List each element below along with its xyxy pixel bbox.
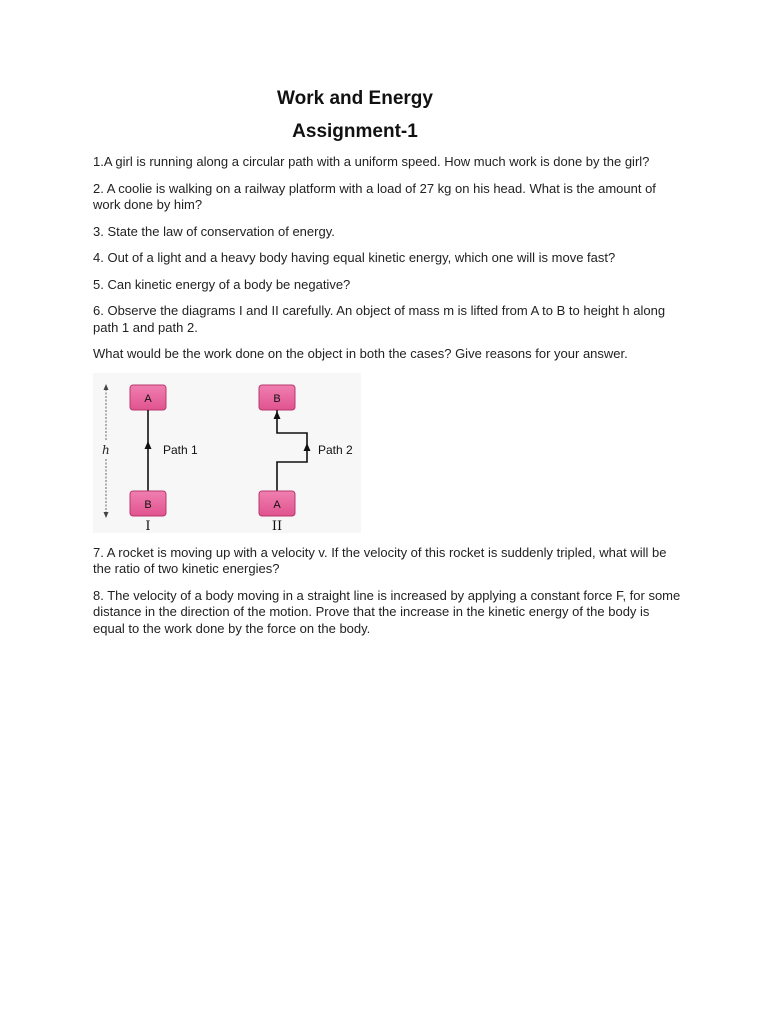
diagram1-bottom-label: B [144, 498, 152, 511]
assignment-subtitle: Assignment-1 [292, 121, 418, 142]
path-diagram-figure [93, 373, 361, 533]
question-4: 4. Out of a light and a heavy body having equal kinetic energy, which one will is move fast? [93, 250, 616, 265]
path-diagram [93, 373, 361, 533]
question-list [93, 154, 683, 647]
height-label: h [102, 442, 110, 457]
question-8: 8. The velocity of a body moving in a straight line is increased by applying a constant force F, for some distance in the direction of the motion. Prove that the increase in the kinetic energy of the body is equal to the work done by the force on the body. [93, 587, 681, 636]
question-6: 6. Observe the diagrams I and II carefully. An object of mass m is lifted from A to B to height h along path 1 and path 2. [93, 303, 666, 335]
diagram1-numeral: I [145, 518, 151, 533]
diagram2-bottom-label: A [273, 498, 281, 511]
diagram2-top-label: B [273, 392, 281, 405]
question-7: 7. A rocket is moving up with a velocity v. If the velocity of this rocket is suddenly tripled, what will be the ratio of two kinetic energies? [93, 544, 667, 576]
question-1: 1.A girl is running along a circular path with a uniform speed. How much work is done by the girl? [93, 154, 650, 169]
path-1-label: Path 1 [163, 442, 198, 457]
question-5: 5. Can kinetic energy of a body be negative? [93, 276, 351, 292]
diagram1-top-label: A [144, 392, 152, 405]
question-3: 3. State the law of conservation of energy. [93, 223, 335, 239]
question-6-followup: What would be the work done on the object in both the cases? Give reasons for your answer. [93, 346, 628, 361]
question-2: 2. A coolie is walking on a railway platform with a load of 27 kg on his head. What is the amount of work done by him? [93, 180, 656, 212]
document-title: Work and Energy [277, 88, 433, 109]
path-2-label: Path 2 [318, 442, 353, 457]
diagram2-numeral: II [271, 518, 283, 533]
